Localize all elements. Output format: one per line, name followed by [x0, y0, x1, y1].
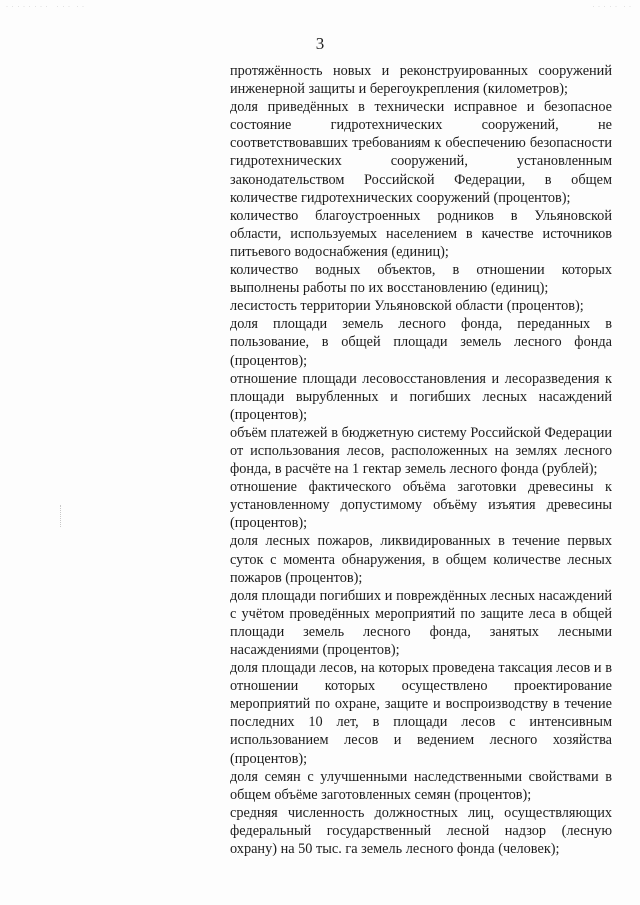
scan-artifact-left-margin: [60, 505, 65, 527]
list-item: доля семян с улучшенными наследственными свойствами в общем объёме заготовленных семян (процентов);: [230, 768, 612, 803]
list-item: отношение площади лесовосстановления и лесоразведения к площади вырубленных и погибших лесных насаждений (процентов);: [230, 370, 612, 423]
list-item: доля приведённых в технически исправное и безопасное состояние гидротехнических сооружений, не соответствовавших требованиям к обеспечению безопасности гидротехнических сооружений, установленным законодательством Российской Федерации, в общем количестве гидротехнических сооружений (процентов);: [230, 99, 612, 206]
list-item: доля площади земель лесного фонда, переданных в пользование, в общей площади земель лесного фонда (процентов);: [230, 316, 612, 369]
list-item: средняя численность должностных лиц, осуществляющих федеральный государственный лесной надзор (лесную охрану) на 50 тыс. га земель лесного фонда (человек);: [230, 804, 612, 858]
list-item: отношение фактического объёма заготовки древесины к установленному допустимому объёму изъятия древесины (процентов);: [230, 479, 612, 532]
list-item: доля площади лесов, на которых проведена таксация лесов и в отношении которых осуществлено проектирование мероприятий по охране, защите и воспроизводству в течение последних 10 лет, в площади лесов с интенсивным использованием лесов и ведением лесного хозяйства (процентов);: [230, 660, 612, 767]
scan-artifact-top-right: · · · · · · ·: [592, 4, 632, 10]
list-item: доля площади погибших и повреждённых лесных насаждений с учётом проведённых мероприятий по защите леса в общей площади земель лесного фонда, занятых лесными насаждениями (процентов);: [230, 587, 612, 658]
list-item: доля лесных пожаров, ликвидированных в течение первых суток с момента обнаружения, в общем количестве лесных пожаров (процентов);: [230, 533, 612, 586]
list-item: объём платежей в бюджетную систему Российской Федерации от использования лесов, расположенных на землях лесного фонда, в расчёте на 1 гектар земель лесного фонда (рублей);: [230, 424, 612, 478]
list-item: протяжённость новых и реконструированных сооружений инженерной защиты и берегоукрепления (километров);: [230, 63, 612, 98]
scan-artifact-top-left: · · · · · · · · · · · · ·: [6, 4, 85, 10]
list-item: количество водных объектов, в отношении которых выполнены работы по их восстановлению (единиц);: [230, 262, 612, 297]
list-item: лесистость территории Ульяновской области (процентов);: [230, 298, 584, 315]
document-body: [230, 62, 612, 858]
page-number: 3: [315, 34, 325, 53]
list-item: количество благоустроенных родников в Ульяновской области, используемых населением в качестве источников питьевого водоснабжения (единиц);: [230, 207, 612, 260]
